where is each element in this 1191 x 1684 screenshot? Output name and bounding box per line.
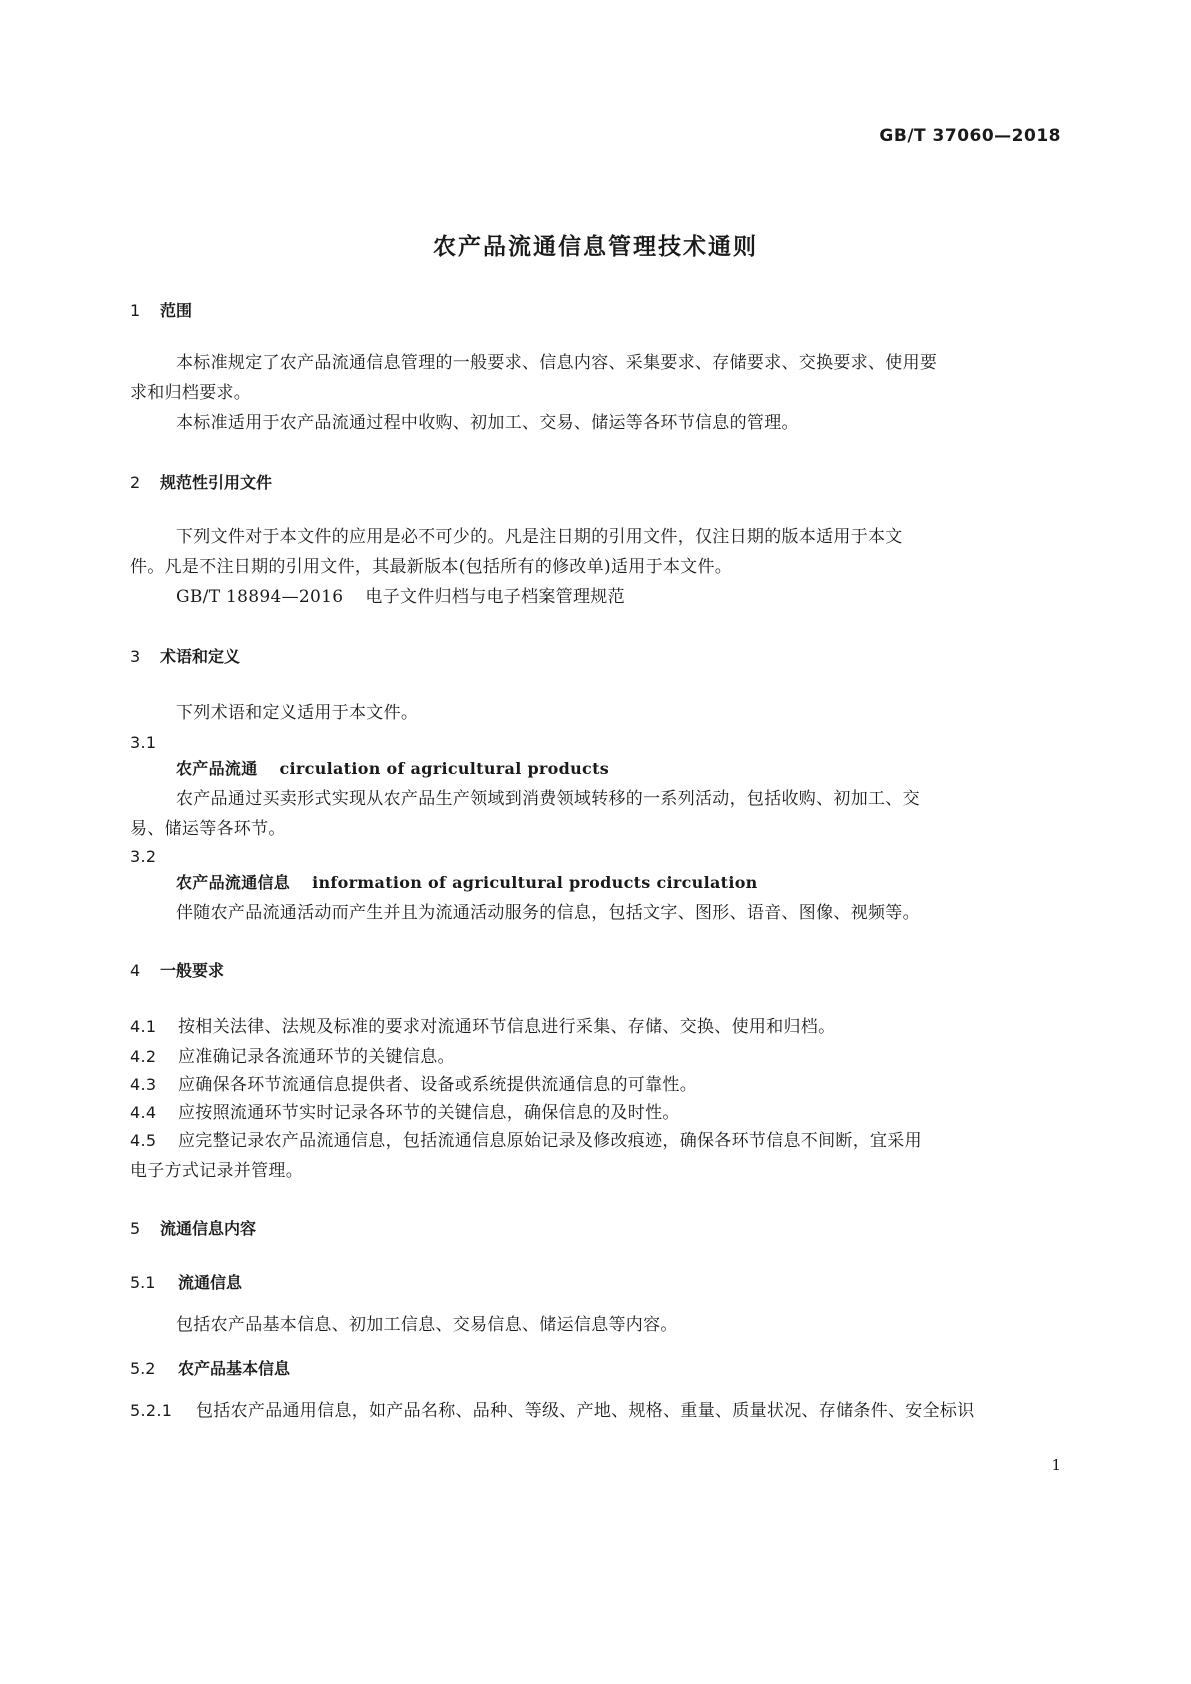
section-2-heading <box>130 470 1061 493</box>
subsection-title: 农产品基本信息 <box>178 1359 291 1378</box>
term-number: 3.1 <box>130 733 157 752</box>
term-definition: 伴随农产品流通活动而产生并且为流通活动服务的信息，包括文字、图形、语音、图像、视频等。 <box>176 903 920 923</box>
item-number: 4.1 <box>130 1017 157 1036</box>
section-number: 3 <box>130 647 141 666</box>
section-1-heading <box>130 298 1061 321</box>
term-chinese: 农产品流通信息 <box>176 873 291 892</box>
paragraph-continuation: 件。凡是不注日期的引用文件，其最新版本(包括所有的修改单)适用于本文件。 <box>130 557 733 577</box>
section-number: 4 <box>130 961 141 980</box>
requirement-item <box>130 1126 1061 1156</box>
requirement-item <box>130 1070 1061 1100</box>
section-number: 1 <box>130 301 141 320</box>
section-title: 规范性引用文件 <box>160 473 273 492</box>
document-body <box>130 0 1061 1684</box>
subsection-5-2-heading <box>130 1356 1061 1379</box>
item-text: 应确保各环节流通信息提供者、设备或系统提供流通信息的可靠性。 <box>178 1075 697 1095</box>
clause-number: 5.2.1 <box>130 1401 173 1420</box>
item-number: 4.2 <box>130 1047 157 1066</box>
requirement-item <box>130 1042 1061 1072</box>
clause-5-2-1 <box>130 1396 1061 1426</box>
section-title: 术语和定义 <box>160 647 241 666</box>
requirement-item <box>130 1012 1061 1042</box>
item-number: 4.5 <box>130 1131 157 1150</box>
term-entry <box>130 754 1061 784</box>
term-definition: 农产品通过买卖形式实现从农产品生产领域到消费领域转移的一系列活动，包括收购、初加工、交 <box>176 789 920 809</box>
section-number: 2 <box>130 473 141 492</box>
subsection-title: 流通信息 <box>178 1273 243 1292</box>
subsection-number: 5.2 <box>130 1359 156 1378</box>
item-text: 按相关法律、法规及标准的要求对流通环节信息进行采集、存储、交换、使用和归档。 <box>178 1017 836 1037</box>
section-4-heading <box>130 958 1061 981</box>
term-definition-continuation: 易、储运等各环节。 <box>130 819 286 839</box>
reference-code: GB/T 18894—2016 <box>176 587 344 607</box>
item-text: 应按照流通环节实时记录各环节的关键信息，确保信息的及时性。 <box>178 1103 680 1123</box>
term-english: information of agricultural products circulation <box>312 873 758 892</box>
term-number: 3.2 <box>130 847 157 866</box>
section-title: 范围 <box>160 301 193 320</box>
reference-title: 电子文件归档与电子档案管理规范 <box>365 587 625 607</box>
paragraph: 包括农产品基本信息、初加工信息、交易信息、储运信息等内容。 <box>176 1315 678 1335</box>
item-number: 4.3 <box>130 1075 157 1094</box>
document-title: 农产品流通信息管理技术通则 <box>433 234 758 260</box>
paragraph: 下列文件对于本文件的应用是必不可少的。凡是注日期的引用文件，仅注日期的版本适用于本文 <box>176 527 903 547</box>
section-title: 流通信息内容 <box>160 1219 257 1238</box>
term-chinese: 农产品流通 <box>176 759 258 778</box>
section-number: 5 <box>130 1219 141 1238</box>
section-3-heading <box>130 644 1061 667</box>
section-5-heading <box>130 1216 1061 1239</box>
clause-text: 包括农产品通用信息，如产品名称、品种、等级、产地、规格、重量、质量状况、存储条件、安全标识 <box>196 1401 975 1421</box>
subsection-5-1-heading <box>130 1270 1061 1293</box>
paragraph: 下列术语和定义适用于本文件。 <box>176 703 419 723</box>
standard-number: GB/T 37060—2018 <box>879 126 1061 146</box>
item-number: 4.4 <box>130 1103 157 1122</box>
item-text-continuation: 电子方式记录并管理。 <box>130 1161 303 1181</box>
term-english: circulation of agricultural products <box>279 759 610 778</box>
subsection-number: 5.1 <box>130 1273 156 1292</box>
paragraph: 本标准适用于农产品流通过程中收购、初加工、交易、储运等各环节信息的管理。 <box>176 413 799 433</box>
paragraph-continuation: 求和归档要求。 <box>130 383 252 403</box>
paragraph: 本标准规定了农产品流通信息管理的一般要求、信息内容、采集要求、存储要求、交换要求、使用要 <box>176 353 938 373</box>
normative-reference <box>130 582 1061 612</box>
section-title: 一般要求 <box>160 961 225 980</box>
page-number: 1 <box>1051 1456 1061 1474</box>
item-text: 应完整记录农产品流通信息，包括流通信息原始记录及修改痕迹，确保各环节信息不间断，宜采用 <box>178 1131 922 1151</box>
item-text: 应准确记录各流通环节的关键信息。 <box>178 1047 455 1067</box>
requirement-item <box>130 1098 1061 1128</box>
term-entry <box>130 868 1061 898</box>
